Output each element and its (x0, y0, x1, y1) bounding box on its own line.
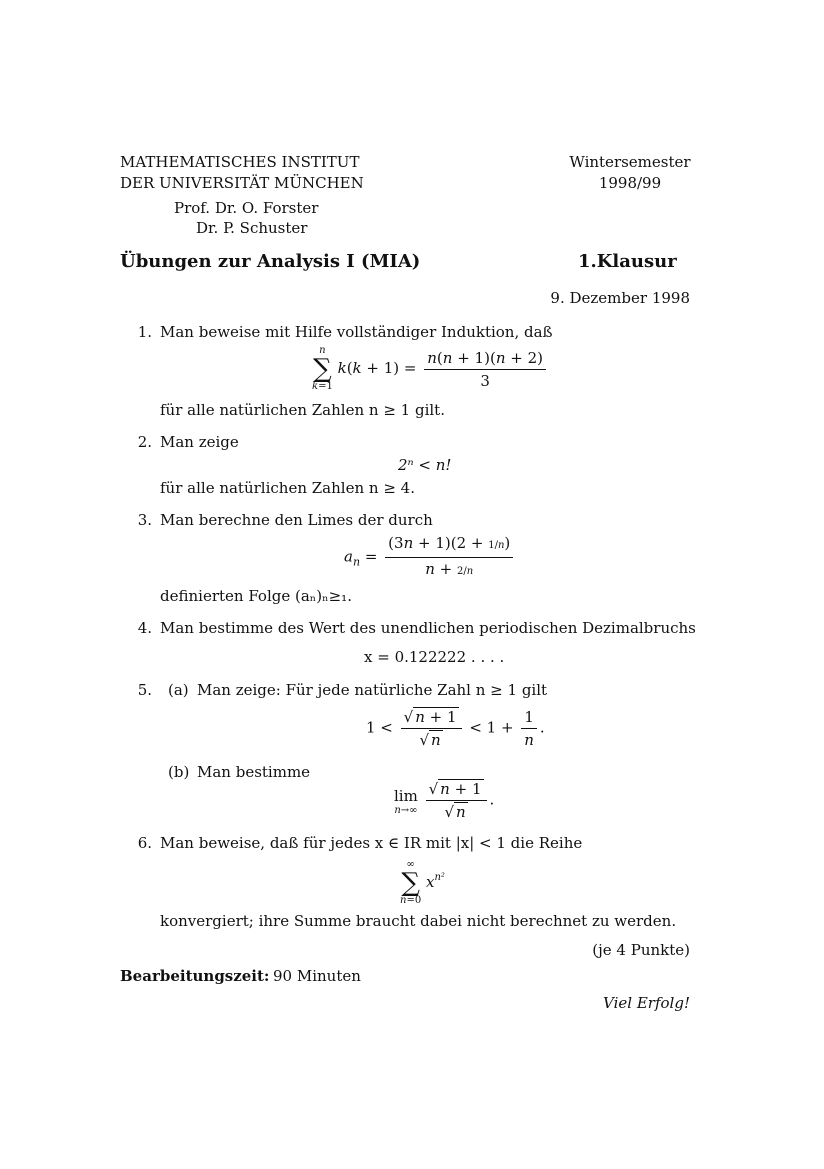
problem-5a-text: Man zeige: Für jede natürliche Zahl n ≥ 1 gilt (197, 681, 548, 699)
points-note: (je 4 Punkte) (592, 941, 690, 959)
time-label: Bearbeitungszeit: (120, 967, 270, 985)
semester-line1: Wintersemester (569, 153, 691, 171)
problem-6-formula: ∞ ∑ n=0 $x^{n^2}$ (400, 859, 445, 906)
course-title: Übungen zur Analysis I (MIA) (120, 251, 421, 272)
problem-2-intro: Man zeige (160, 433, 239, 451)
professor-name: Prof. Dr. O. Forster (174, 199, 319, 217)
exam-title: 1.Klausur (578, 251, 677, 272)
institute-line1: MATHEMATISCHES INSTITUT (120, 153, 360, 171)
problem-2-outro: für alle natürlichen Zahlen n ≥ 4. (160, 479, 415, 497)
problem-3-outro: definierten Folge (aₙ)ₙ≥₁. (160, 587, 352, 605)
problem-6-intro: Man beweise, daß für jedes x ∈ IR mit |x| < 1 die Reihe (160, 834, 583, 852)
problem-5a-formula: 1 < $\frac{√ n + 1}{√ n}$ < 1 + $\frac{1}{n}$ . (366, 708, 545, 749)
problem-5b-label: (b) (168, 763, 190, 781)
problem-3-formula: $a_n$ = $\frac{(3n + 1)(2 + 1/n)}{n + 2/n}$ (344, 534, 516, 581)
problem-3-intro: Man berechne den Limes der durch (160, 511, 433, 529)
assistant-name: Dr. P. Schuster (196, 219, 308, 237)
problem-3-number: 3. (137, 511, 152, 529)
problem-4-formula: x = 0.122222 . . . . (364, 648, 505, 666)
exam-date: 9. Dezember 1998 (550, 289, 690, 307)
problem-2-formula: 2ⁿ < n! (398, 456, 452, 474)
problem-5b-formula: lim n→∞ $\frac{√ n + 1}{√ n}$ . (394, 780, 495, 821)
problem-4-intro: Man bestimme des Wert des unendlichen periodischen Dezimalbruchs (160, 619, 696, 637)
problem-1-intro: Man beweise mit Hilfe vollständiger Induktion, daß (160, 323, 553, 341)
time-value: 90 Minuten (273, 967, 361, 985)
problem-1-outro: für alle natürlichen Zahlen n ≥ 1 gilt. (160, 401, 445, 419)
problem-1-number: 1. (137, 323, 152, 341)
institute-line2: DER UNIVERSITÄT MÜNCHEN (120, 174, 364, 192)
problem-5b-text: Man bestimme (197, 763, 311, 781)
closing-text: Viel Erfolg! (603, 994, 690, 1012)
semester-line2: 1998/99 (598, 174, 662, 192)
problem-5-number: 5. (137, 681, 152, 699)
problem-5a-label: (a) (168, 681, 189, 699)
problem-6-outro: konvergiert; ihre Summe braucht dabei nicht berechnet zu werden. (160, 912, 677, 930)
problem-6-number: 6. (137, 834, 152, 852)
problem-1-formula: n ∑ k=1 k(k + 1) = $\frac{n(n + 1)(n + 2)}{3}$ (312, 346, 549, 392)
problem-2-number: 2. (137, 433, 152, 451)
problem-4-number: 4. (137, 619, 152, 637)
